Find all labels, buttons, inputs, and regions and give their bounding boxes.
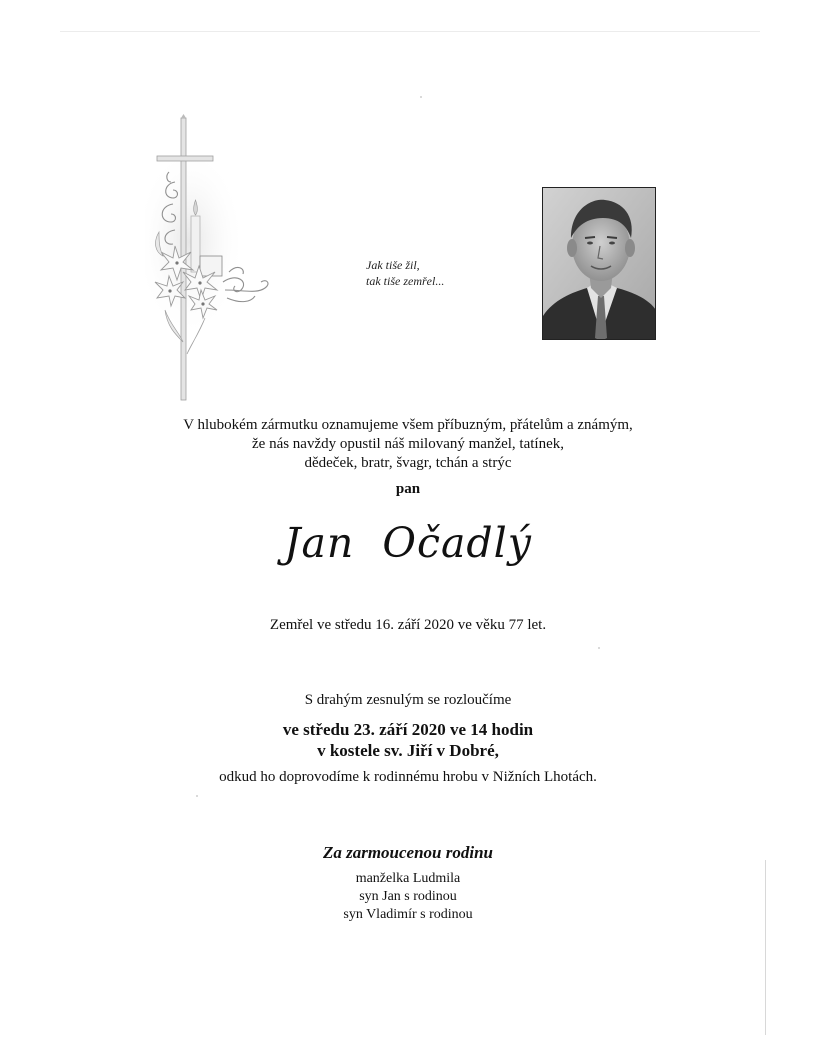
farewell-intro: S drahým zesnulým se rozloučíme [304, 692, 512, 708]
deceased-name: Jan Očadlý [284, 519, 532, 567]
motto [366, 257, 506, 289]
death-notice: Zemřel ve středu 16. září 2020 ve věku 77 let. [269, 617, 547, 633]
funeral-service [108, 719, 708, 761]
motto-line: Jak tiše žil, [366, 258, 420, 272]
mourner: syn Jan s rodinou [359, 889, 457, 904]
candle [191, 216, 200, 272]
announcement-line: dědeček, bratr, švagr, tchán a strýc [304, 455, 512, 471]
mourners-list [108, 870, 708, 924]
portrait-photo [542, 187, 656, 340]
burial-note: odkud ho doprovodíme k rodinnému hrobu v Nižních Lhotách. [219, 769, 597, 785]
announcement-text [108, 416, 708, 473]
motto-line: tak tiše zemřel... [366, 274, 445, 288]
scan-speck [420, 96, 422, 98]
cross-lily-ornament [145, 112, 280, 404]
mourner: syn Vladimír s rodinou [343, 907, 473, 922]
announcement-line: V hlubokém zármutku oznamujeme všem příbuzným, přátelům a známým, [183, 417, 633, 433]
scan-speck [196, 795, 198, 797]
honorific: pan [395, 481, 421, 497]
family-heading: Za zarmoucenou rodinu [322, 843, 494, 862]
announcement-line: že nás navždy opustil náš milovaný manžel, tatínek, [252, 436, 564, 452]
cross-beam-horizontal [157, 156, 213, 161]
scan-speck [598, 647, 600, 649]
mourner: manželka Ludmila [355, 871, 461, 886]
page-right-edge [765, 860, 766, 1035]
small-frame [200, 256, 222, 276]
service-place: v kostele sv. Jiří v Dobré, [317, 741, 499, 760]
cross-tip [181, 114, 186, 118]
page-top-edge [60, 31, 760, 32]
service-date-time: ve středu 23. září 2020 ve 14 hodin [282, 720, 534, 739]
